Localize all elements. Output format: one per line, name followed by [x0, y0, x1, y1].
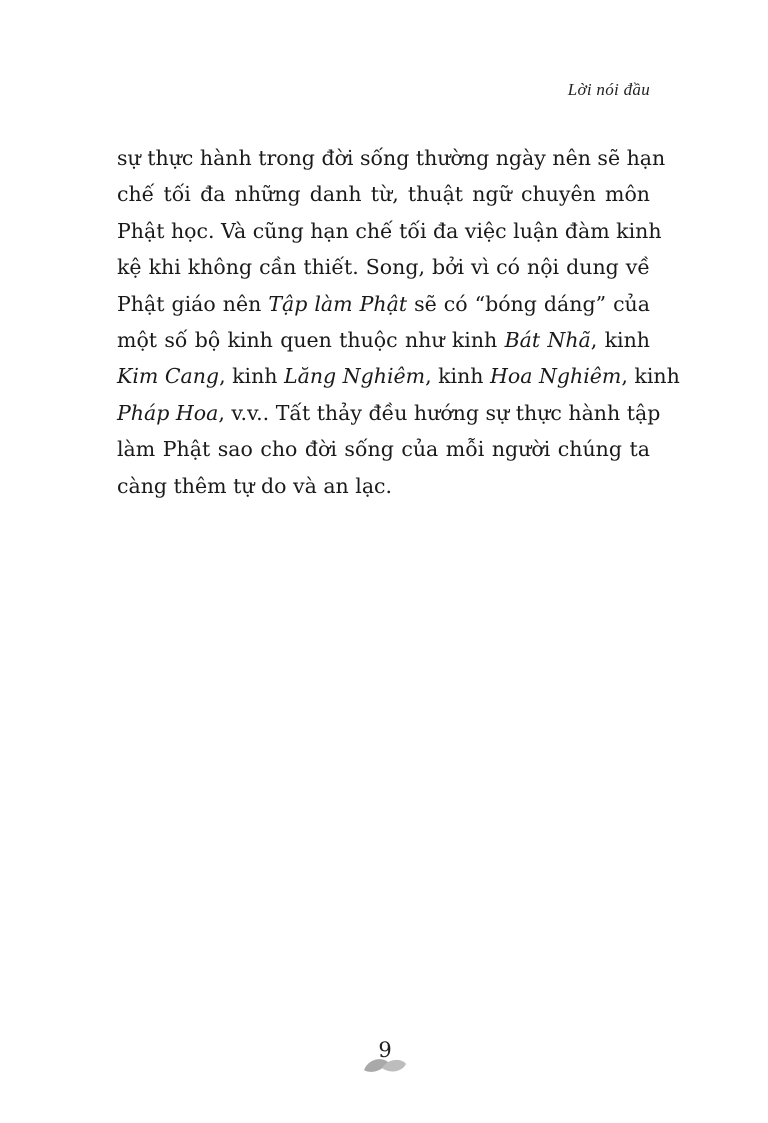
text-run: , kinh	[621, 364, 680, 389]
text-line	[117, 322, 650, 358]
italic-title-run: Kim Cang	[117, 364, 220, 389]
text-run: một số bộ kinh quen thuộc như kinh	[117, 328, 505, 353]
text-run: Phật học. Và cũng hạn chế tối đa việc luận đàm kinh	[117, 218, 662, 243]
text-line	[117, 176, 650, 212]
text-line	[117, 140, 666, 176]
text-line	[117, 213, 662, 249]
body-paragraph	[117, 140, 680, 504]
text-run: kệ khi không cần thiết. Song, bởi vì có nội dung về	[117, 255, 650, 280]
text-run: làm Phật sao cho đời sống của mỗi người chúng ta	[117, 437, 650, 462]
text-line	[117, 431, 650, 467]
text-run: chế tối đa những danh từ, thuật ngữ chuyên môn	[117, 182, 650, 207]
text-run: sự thực hành trong đời sống thường ngày nên sẽ hạn	[117, 146, 666, 170]
italic-title-run: Tập làm Phật	[268, 291, 408, 316]
text-line	[117, 395, 661, 431]
text-line	[117, 286, 650, 322]
text-run: , kinh	[425, 364, 491, 389]
text-line	[117, 358, 680, 394]
italic-title-run: Pháp Hoa	[117, 400, 219, 425]
text-run: , kinh	[219, 364, 284, 389]
text-line	[117, 468, 650, 504]
text-run: Phật giáo nên	[117, 291, 269, 316]
page-number-badge	[362, 1038, 408, 1078]
running-header-title: Lời nói đầu	[567, 80, 650, 99]
text-run: càng thêm tự do và an lạc.	[117, 473, 393, 498]
page-number: 9	[378, 1038, 392, 1062]
text-run: , v.v.. Tất thảy đều hướng sự thực hành tập	[218, 400, 661, 425]
text-line	[117, 249, 650, 285]
text-run: sẽ có “bóng dáng” của	[407, 291, 650, 316]
italic-title-run: Hoa Nghiêm	[490, 364, 622, 389]
italic-title-run: Bát Nhã	[504, 328, 591, 353]
text-run: , kinh	[590, 328, 650, 353]
italic-title-run: Lăng Nghiêm	[284, 364, 426, 389]
